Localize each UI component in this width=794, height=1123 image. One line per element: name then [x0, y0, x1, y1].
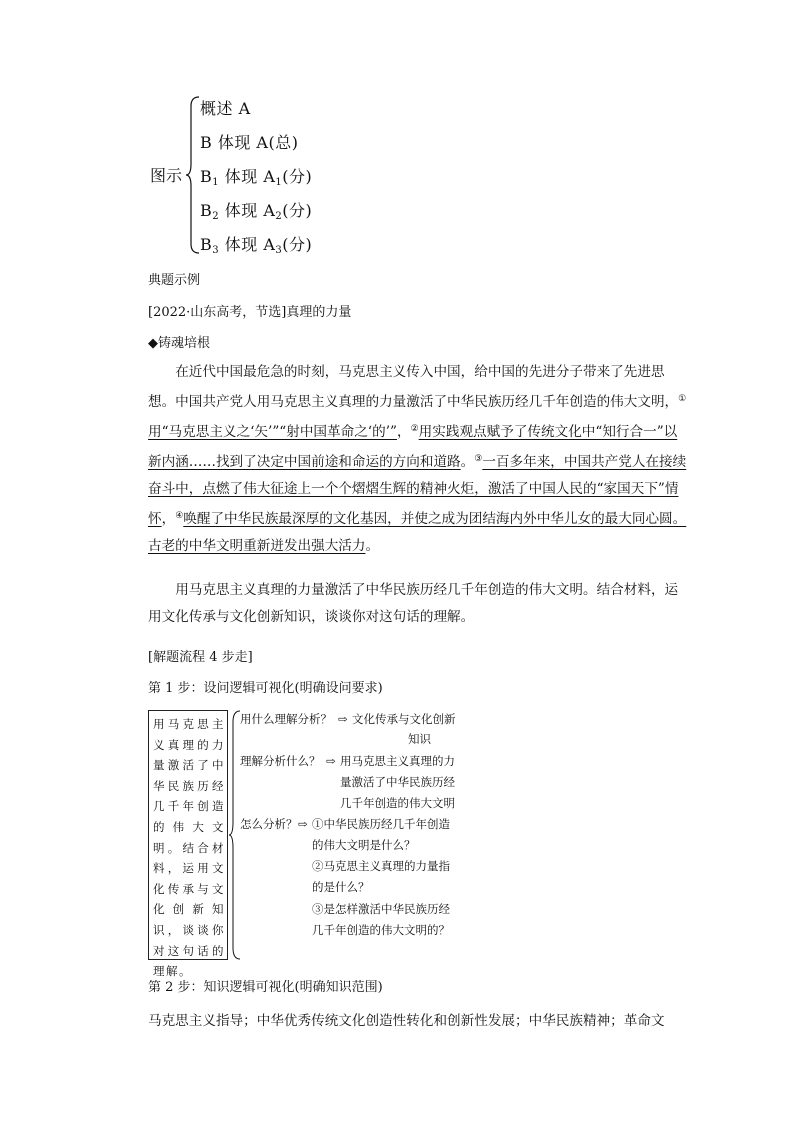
arrow-right-icon: ⇨: [338, 712, 348, 726]
flow-row-3-question: 怎么分析？: [240, 817, 298, 831]
step2-title: 第 2 步：知识逻辑可视化(明确知识范围): [148, 980, 383, 995]
step1-title: 第 1 步：设问逻辑可视化(明确设问要求): [148, 681, 383, 696]
diagram-item-2: $B_1$ 体现 $A_1$(分): [200, 167, 313, 188]
question-paragraph: 用马克思主义真理的力量激活了中华民族历经几千年创造的伟大文明。结合材料，运用文化传承与文化创新知识，谈谈你对这句话的理解。: [148, 582, 679, 625]
diagram-label: 图示: [150, 166, 183, 185]
flow-row-3-answer-3-cont: 几千年创造的伟大文明的？: [312, 923, 450, 937]
flow-row-2-answer: 用马克思主义真理的力: [340, 754, 455, 768]
flow-row-3-answer-1: ①中华民族历经几千年创造: [312, 817, 450, 831]
flow-row-2-question: 理解分析什么？: [240, 754, 321, 768]
flow-row-3-answer-1-cont: 的伟大文明是什么？: [312, 838, 416, 852]
arrow-right-icon: ⇨: [298, 817, 308, 831]
flow-row-3-answer-3: ③是怎样激活中华民族历经: [312, 902, 450, 916]
question-box: 用马克思主义真理的力量激活了中华民族历经几千年创造的伟大文明。结合材料，运用文化传承与文化创新知识，谈谈你对这句话的理解。: [148, 710, 228, 960]
arrow-right-icon: ⇨: [326, 754, 336, 768]
flow-row-1-answer-cont: 知识: [408, 732, 431, 746]
diagram-item-1: B 体现 A(总): [200, 133, 299, 152]
underlined-sentence-2: 用实践观点赋予了传统文化中“知行合一”以新内涵……找到了决定中国前途和命运的方向和道路: [148, 424, 678, 470]
underlined-sentence-3: 一百多年来，中国共产党人在接续奋斗中，点燃了伟大征途上一个个熠熠生辉的精神火炬，激活了中国人民的“家国天下”情怀: [148, 454, 687, 527]
material-text: [148, 359, 688, 560]
diagram-item-0: 概述 A: [200, 99, 251, 118]
flow-row-1-question: 用什么理解分析？: [240, 712, 332, 726]
example-heading: 典题示例: [148, 273, 201, 288]
diagram-item-3: $B_2$ 体现 $A_2$(分): [200, 201, 313, 222]
flow-row-3-answer-2: ②马克思主义真理的力量指: [312, 859, 450, 873]
flow-row-2-answer-cont: 几千年创造的伟大文明: [340, 796, 455, 810]
flow-row-2-answer-cont: 量激活了中华民族历经: [340, 775, 455, 789]
source-line: [2022·山东高考，节选]真理的力量: [148, 305, 352, 320]
question-text: [148, 577, 688, 631]
left-brace-icon: [186, 96, 200, 254]
step2-text: 马克思主义指导；中华优秀传统文化创造性转化和创新性发展；中华民族精神；革命文: [148, 1013, 665, 1029]
underlined-sentence-1: 用“马克思主义之‘矢’”“射中国革命之‘的’”: [148, 424, 397, 440]
flow-row-3-answer-2-cont: 的是什么？: [312, 880, 370, 894]
material-paragraph: 在近代中国最危急的时刻，马克思主义传入中国，给中国的先进分子带来了先进思想。中国共产党人用马克思主义真理的力量激活了中华民族历经几千年创造的伟大文明，①用“马克思主义之‘矢’”“射中国革命之‘的’”，②用实践观点赋予了传统文化中“知行合一”以新内涵……找到了决定中国前途和命运的方向和道路。③一百多年来，中国共产党人在接续奋斗中，点燃了伟大征途上一个个熠熠生辉的精神火炬，激活了中国人民的“家国天下”情怀，④唤醒了中华民族最深厚的文化基因，并使之成为团结海内外中华儿女的最大同心圆。古老的中华文明重新迸发出强大活力。: [148, 364, 687, 554]
section-title: ◆铸魂培根: [148, 336, 210, 351]
flow-row-1-answer: 文化传承与文化创新: [352, 712, 456, 726]
diagram-item-4: $B_3$ 体现 $A_3$(分): [200, 235, 313, 256]
left-brace-icon: [229, 710, 241, 960]
process-title: [解题流程 4 步走]: [148, 650, 253, 665]
underlined-sentence-4: 唤醒了中华民族最深厚的文化基因，并使之成为团结海内外中华儿女的最大同心圆。古老的中华文明重新迸发出强大活力: [148, 511, 687, 554]
